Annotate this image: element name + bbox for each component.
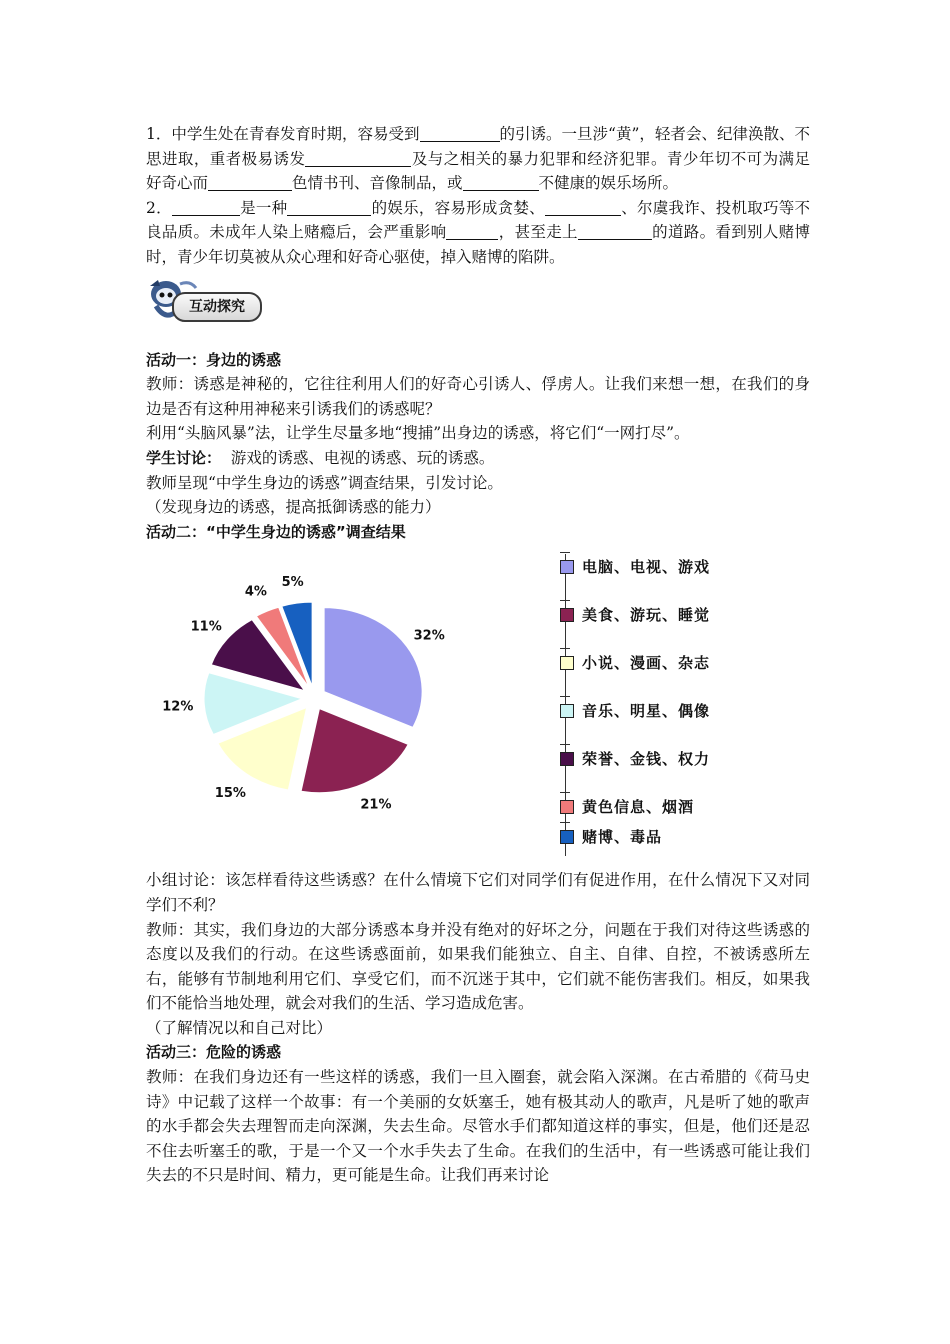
legend-swatch [560,830,574,844]
blank [578,223,652,240]
group-discussion: 小组讨论：该怎样看待这些诱惑？在什么情境下它们对同学们有促进作用，在什么情况下又对同学们不利？ [146,871,810,914]
activity-1-title: 活动一：身边的诱惑 [146,350,282,369]
legend-tick [560,744,570,745]
chart-legend [556,550,756,870]
document-body [146,122,810,1188]
legend-tick [560,792,570,793]
badge-label: 互动探究 [172,292,262,322]
activity-1-note: （发现身边的诱惑，提高抵御诱惑的能力） [146,498,441,517]
blank [545,199,621,216]
question-2: 2． 是一种 的娱乐，容易形成贪婪、 、尔虞我诈、投机取巧等不良品质。未成年人染上赌瘾后，会严重影响 ，甚至走上 的道路。看到别人赌博时，青少年切莫被从众心理和好奇心驱使，掉入赌博的陷阱。 [146,198,810,266]
legend-label: 黄色信息、烟酒 [582,798,695,817]
pie-chart [146,572,476,842]
activity-3-title: 活动三：危险的诱惑 [146,1043,282,1062]
legend-label: 电脑、电视、游戏 [582,558,711,577]
blank [287,199,371,216]
blank [172,199,240,216]
pie-data-label: 11% [190,619,222,635]
blank [420,125,500,142]
group-note: （了解情况以和自己对比） [146,1018,333,1037]
group-teacher: 教师：其实，我们身边的大部分诱惑本身并没有绝对的好坏之分，问题在于我们对待这些诱惑的态度以及我们的行动。在这些诱惑面前，如果我们能独立、自主、自律、自控，不被诱惑所左右，能够有节制地利用它们、享受它们，而不沉迷于其中，它们就不能伤害我们。相反，如果我们不能恰当地处理，就会对我们的生活、学习造成危害。 [146,920,810,1013]
activity-1-teacher: 教师：诱惑是神秘的，它往往利用人们的好奇心引诱人、俘虏人。让我们来想一想，在我们的身边是否有这种用神秘来引诱我们的诱惑呢？ [146,375,810,418]
legend-tick [560,552,570,553]
legend-label: 荣誉、金钱、权力 [582,750,711,769]
legend-swatch [560,752,574,766]
blank [305,150,411,167]
pie-data-label: 5% [281,575,304,591]
survey-chart [146,550,810,868]
legend-swatch [560,656,574,670]
pie-data-label: 15% [214,786,246,802]
activity-1-present: 教师呈现“中学生身边的诱惑”调查结果，引发讨论。 [146,473,503,492]
legend-tick [560,822,570,823]
pie-data-label: 4% [244,584,267,600]
pie-slice [324,608,422,728]
legend-tick [560,648,570,649]
pie-slice [301,709,408,793]
section-badge [146,270,810,348]
activity-2-title: 活动二：“中学生身边的诱惑”调查结果 [146,522,406,541]
pie-data-label: 32% [413,628,445,644]
legend-swatch [560,704,574,718]
pie-data-label: 12% [162,699,194,715]
blank [463,174,539,191]
activity-1-discussion: 学生讨论： 游戏的诱惑、电视的诱惑、玩的诱惑。 [146,448,495,467]
blank [446,223,498,240]
legend-swatch [560,608,574,622]
blank [208,174,292,191]
legend-label: 音乐、明星、偶像 [582,702,711,721]
question-1: 1．中学生处在青春发育时期，容易受到 的引诱。一旦涉“黄”，轻者会、纪律涣散、不思进取，重者极易诱发 及与之相关的暴力犯罪和经济犯罪。青少年切不可为满足好奇心而 色情书刊、音像制品，或 不健康的娱乐场所。 [146,125,810,193]
legend-swatch [560,560,574,574]
legend-tick [560,600,570,601]
activity-1-method: 利用“头脑风暴”法，让学生尽量多地“搜捕”出身边的诱惑，将它们“一网打尽”。 [146,424,690,443]
legend-label: 小说、漫画、杂志 [582,654,711,673]
activity-3-teacher: 教师：在我们身边还有一些这样的诱惑，我们一旦入圈套，就会陷入深渊。在古希腊的《荷马史诗》中记载了这样一个故事：有一个美丽的女妖塞壬，她有极其动人的歌声，凡是听了她的歌声的水手都会失去理智而走向深渊，失去生命。尽管水手们都知道这样的事实，但是，他们还是忍不住去听塞壬的歌，于是一个又一个水手失去了生命。在我们的生活中，有一些诱惑可能让我们失去的不只是时间、精力，更可能是生命。让我们再来讨论 [146,1068,810,1185]
legend-tick [560,696,570,697]
legend-swatch [560,800,574,814]
pie-data-label: 21% [360,798,392,814]
legend-label: 美食、游玩、睡觉 [582,606,711,625]
legend-label: 赌博、毒品 [582,828,663,847]
